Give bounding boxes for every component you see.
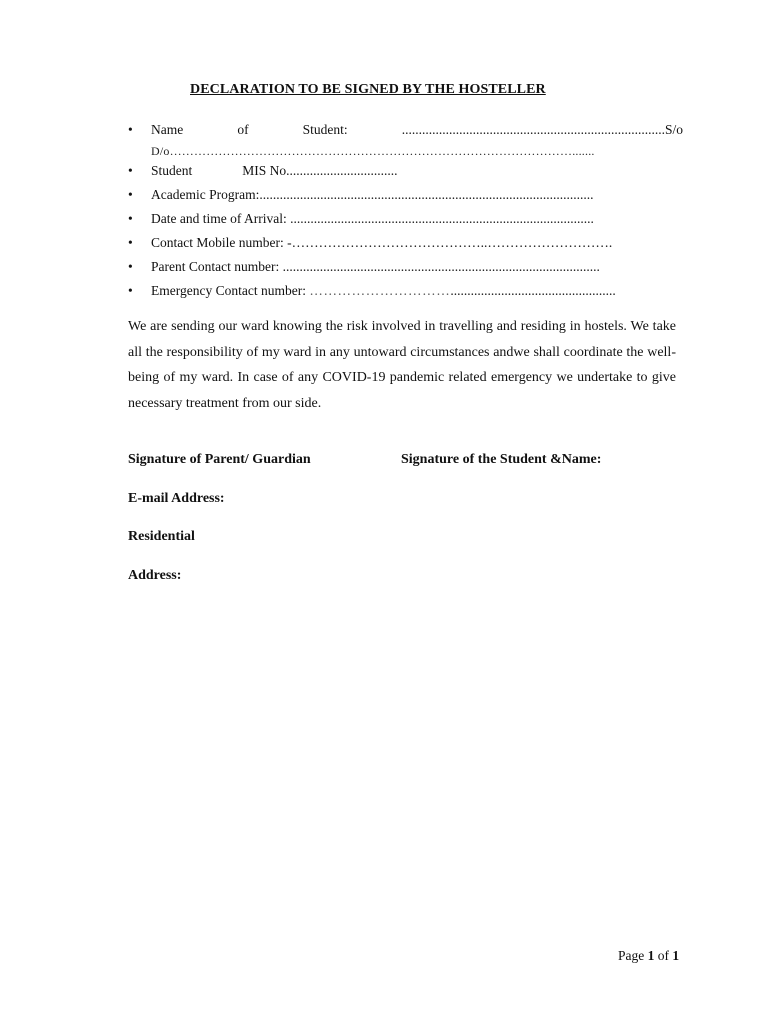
- bullet-icon: •: [128, 283, 133, 298]
- list-item-academic-program: [128, 183, 688, 207]
- list-item-contact-mobile: [128, 231, 688, 255]
- address-label: Address:: [128, 568, 182, 583]
- declaration-paragraph: We are sending our ward knowing the risk involved in travelling and residing in hostels. We take all the responsibility of my ward in any untoward circumstances andwe shall coordinate the well-being of my ward. In case of any COVID-19 pandemic related emergency we undertake to give necessary treatment from our side.: [128, 319, 676, 411]
- mis-number-field: MIS No.................................: [242, 163, 398, 178]
- bullet-icon: •: [128, 211, 133, 226]
- parent-signature-label: Signature of Parent/ Guardian: [128, 452, 311, 467]
- emergency-fill-line: .................................................: [450, 283, 616, 298]
- emergency-contact-label: Emergency Contact number:: [151, 283, 310, 298]
- bullet-icon: •: [128, 122, 133, 137]
- bullet-icon: •: [128, 259, 133, 274]
- parent-contact-field: Parent Contact number: ..............................................................................................: [151, 259, 600, 274]
- list-item-parent-relation: [128, 139, 688, 159]
- name-fill-line: ..............................................................................S/o: [401, 122, 683, 137]
- student-label: Student:: [302, 122, 348, 137]
- contact-mobile-field: Contact Mobile number: -……………………………………..……………………….: [151, 235, 613, 250]
- page-current: 1: [647, 948, 655, 963]
- bullet-icon: •: [128, 187, 133, 202]
- name-label: Name: [151, 122, 184, 137]
- bullet-icon: •: [128, 163, 133, 178]
- student-word: Student: [151, 163, 193, 178]
- email-address-label: E-mail Address:: [128, 491, 225, 506]
- page-number-footer: [618, 948, 679, 964]
- student-signature-label: Signature of the Student &Name:: [401, 452, 602, 467]
- relation-fill-line: D/o……………………………………………………………………………………….......: [151, 144, 595, 158]
- document-title: DECLARATION TO BE SIGNED BY THE HOSTELLER: [190, 82, 546, 97]
- arrival-field: Date and time of Arrival: ..........................................................................................: [151, 211, 594, 226]
- list-item-parent-contact: [128, 255, 688, 279]
- residential-label: Residential: [128, 529, 195, 544]
- page-word: Page: [618, 948, 645, 963]
- of-word: of: [657, 948, 669, 963]
- list-item-emergency-contact: [128, 279, 688, 303]
- list-item-arrival: [128, 207, 688, 231]
- academic-program-field: Academic Program:...................................................................................................: [151, 187, 594, 202]
- emergency-fill-light: …………………………: [309, 283, 451, 298]
- list-item-mis-number: [128, 159, 688, 183]
- bullet-icon: •: [128, 235, 133, 250]
- list-item-student-name: [128, 121, 688, 139]
- page-total: 1: [672, 948, 680, 963]
- of-label: of: [237, 122, 249, 137]
- declaration-fields-list: [128, 121, 688, 303]
